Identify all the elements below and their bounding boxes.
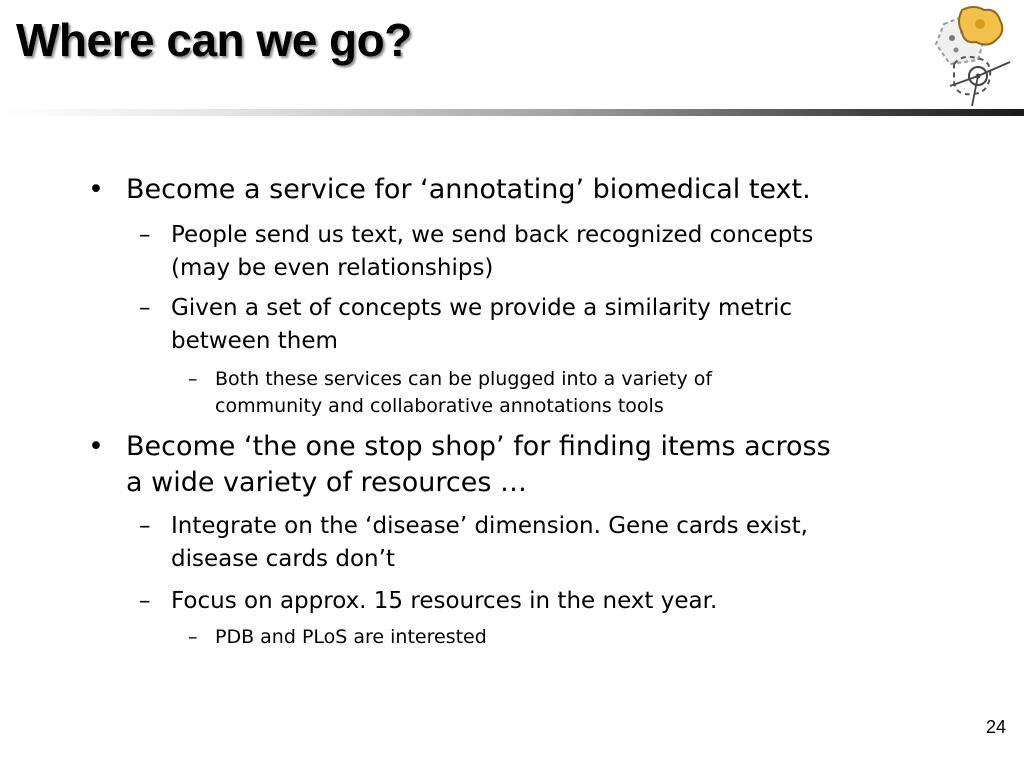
page-number: 24: [985, 717, 1006, 737]
sub-bullet-text: Given a set of concepts we provide a similarity metric: [171, 295, 793, 321]
sub-sub-bullet-text: PDB and PLoS are interested: [215, 626, 487, 648]
sub-bullet-text: People send us text, we send back recognized concepts: [171, 222, 814, 248]
dash-marker: –: [139, 513, 151, 539]
sub-bullet-item: [139, 585, 718, 618]
sub-bullet-item: [139, 219, 814, 285]
bullet-item: [88, 172, 811, 208]
sub-bullet-text: between them: [171, 328, 338, 354]
sub-bullet-item: [139, 510, 808, 576]
dash-marker: –: [188, 368, 198, 390]
bullet-text: Become ‘the one stop shop’ for finding items across: [126, 431, 831, 462]
sub-bullet-text: Integrate on the ‘disease’ dimension. Gene cards exist,: [171, 513, 808, 539]
bullet-text: a wide variety of resources …: [126, 467, 527, 498]
sub-sub-bullet-text: Both these services can be plugged into a variety of: [215, 368, 713, 390]
sub-bullet-text: Focus on approx. 15 resources in the next year.: [171, 588, 718, 614]
slide-title: Where can we go?: [16, 14, 412, 66]
sub-sub-bullet-text: community and collaborative annotations tools: [215, 395, 664, 417]
sub-sub-bullet-item: [188, 624, 487, 651]
dash-marker: –: [139, 588, 151, 614]
dash-marker: –: [139, 222, 151, 248]
bullet-item: [88, 429, 831, 501]
bullet-marker: •: [88, 431, 104, 462]
sub-sub-bullet-item: [188, 366, 713, 420]
sub-bullet-text: (may be even relationships): [171, 255, 494, 281]
sub-bullet-text: disease cards don’t: [171, 546, 395, 572]
sub-bullet-item: [139, 292, 793, 358]
bullet-text: Become a service for ‘annotating’ biomedical text.: [126, 174, 811, 205]
dash-marker: –: [139, 295, 151, 321]
dash-marker: –: [188, 626, 198, 648]
bullet-marker: •: [88, 174, 104, 205]
